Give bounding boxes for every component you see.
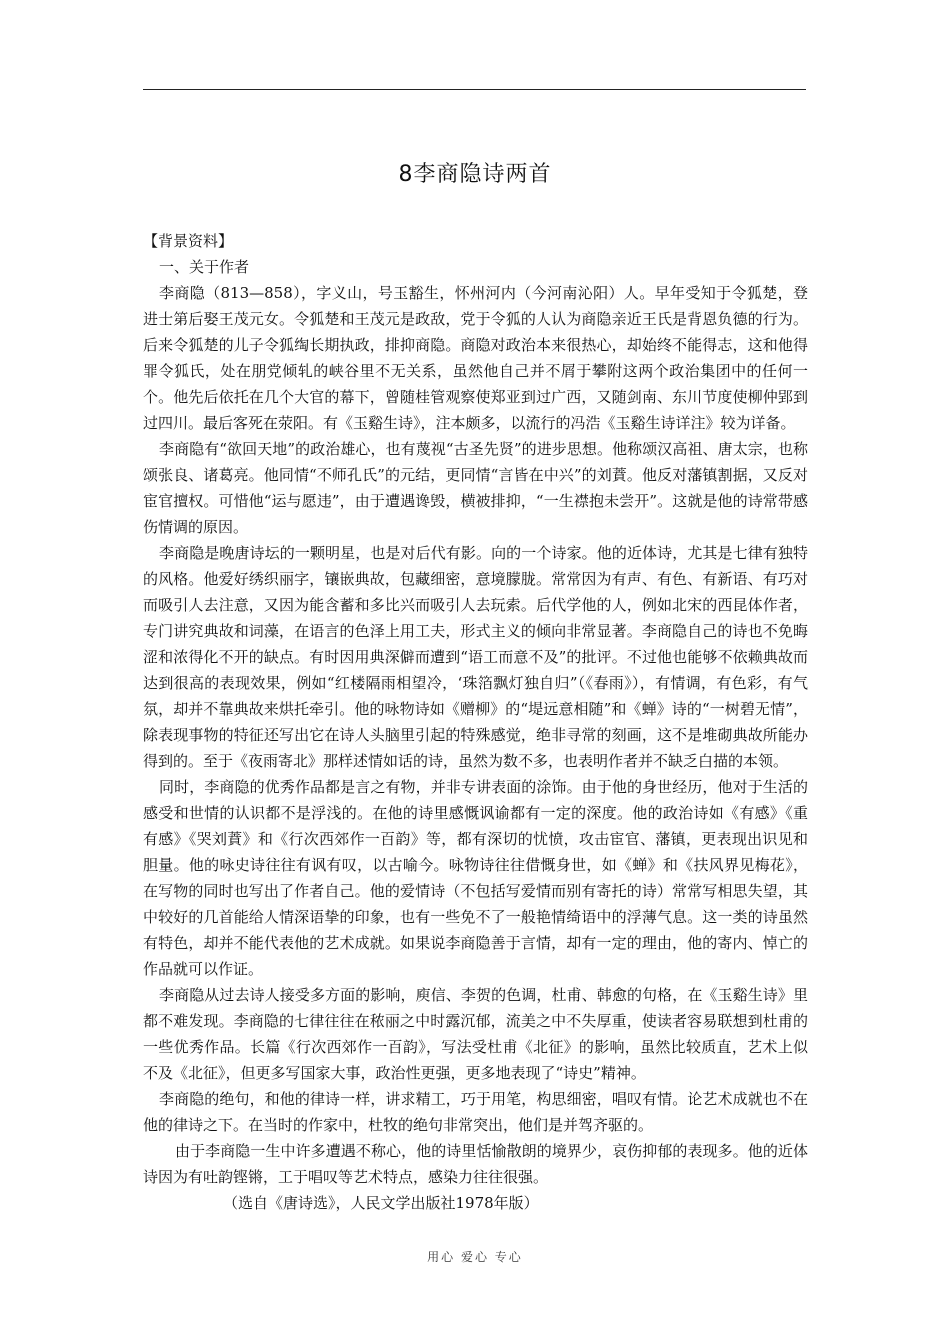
source-citation: （选自《唐诗选》，人民文学出版社1978年版）	[223, 1194, 539, 1212]
paragraph: 李商隐从过去诗人接受多方面的影响，庾信、李贺的色调，杜甫、韩愈的句格，在《玉谿生诗》里都不难发现。李商隐的七律往往在秾丽之中时露沉郁，流美之中不失厚重，使读者容易联想到杜甫的一些优秀作品。长篇《行次西郊作一百韵》，写法受杜甫《北征》的影响，虽然比较质直，艺术上似不及《北征》，但更多写国家大事，政治性更强，更多地表现了“诗史”精神。	[143, 986, 808, 1082]
paragraph: 李商隐是晚唐诗坛的一颗明星，也是对后代有影。向的一个诗家。他的近体诗，尤其是七律有独特的风格。他爱好绣织丽字，镶嵌典故，包藏细密，意境朦胧。常常因为有声、有色、有新语、有巧对而吸引人去注意，又因为能含蓄和多比兴而吸引人去玩索。后代学他的人，例如北宋的西昆体作者，专门讲究典故和词藻，在语言的色泽上用工夫，形式主义的倾向非常显著。李商隐自己的诗也不免晦涩和浓得化不开的缺点。有时因用典深僻而遭到“语工而意不及”的批评。不过他也能够不依赖典故而达到很高的表现效果，例如“红楼隔雨相望冷，‘珠箔飘灯独自归”（《春雨》），有情调，有色彩，有气氛，却并不靠典故来烘托牵引。他的咏物诗如《赠柳》的“堤远意相随”和《蝉》诗的“一树碧无情”，除表现事物的特征还写出它在诗人头脑里引起的特殊感觉，绝非寻常的刻画，这不是堆砌典故所能办得到的。至于《夜雨寄北》那样述情如话的诗，虽然为数不多，也表明作者并不缺乏白描的本领。	[143, 544, 808, 770]
paragraph: 李商隐（813—858），字义山，号玉豁生，怀州河内（今河南沁阳）人。早年受知于令狐楚，登进士第后娶王茂元女。令狐楚和王茂元是政敌，党于令狐的人认为商隐亲近王氏是背恩负德的行为。后来令狐楚的儿子令狐绹长期执政，排抑商隐。商隐对政治本来很热心，却始终不能得志，这和他得罪令狐氏，处在朋党倾轧的峡谷里不无关系，虽然他自己并不屑于攀附这两个政治集团中的任何一个。他先后依托在几个大官的幕下，曾随桂管观察使郑亚到过广西，又随剑南、东川节度使柳仲郢到过四川。最后客死在荥阳。有《玉谿生诗》，注本颇多，以流行的冯浩《玉谿生诗详注》较为详备。	[143, 284, 808, 432]
paragraph: 李商隐有“欲回天地”的政治雄心，也有蔑视“古圣先贤”的进步思想。他称颂汉高祖、唐太宗，也称颂张良、诸葛亮。他同情“不师孔氏”的元结，更同情“言皆在中兴”的刘蕡。他反对藩镇割据，又反对宦官擅权。可惜他“运与愿违”，由于遭遇谗毁，横被排抑，“一生襟抱未尝开”。这就是他的诗常带感伤情调的原因。	[143, 440, 808, 536]
header-rule	[143, 89, 806, 90]
subsection-heading: 一、关于作者	[159, 258, 250, 276]
paragraph: 同时，李商隐的优秀作品都是言之有物，并非专讲表面的涂饰。由于他的身世经历，他对于生活的感受和世情的认识都不是浮浅的。在他的诗里感慨讽谕都有一定的深度。他的政治诗如《有感》《重有感》《哭刘蕡》和《行次西郊作一百韵》等，都有深切的忧愤，攻击宦官、藩镇，更表现出识见和胆量。他的咏史诗往往有讽有叹，以古喻今。咏物诗往往借慨身世，如《蝉》和《扶风界见梅花》，在写物的同时也写出了作者自己。他的爱情诗（不包括写爱情而别有寄托的诗）常常写相思失望，其中较好的几首能给人情深语挚的印象，也有一些免不了一般艳情绮语中的浮薄气息。这一类的诗虽然有特色，却并不能代表他的艺术成就。如果说李商隐善于言情，却有一定的理由，他的寄内、悼亡的作品就可以作证。	[143, 778, 808, 978]
paragraph: 由于李商隐一生中许多遭遇不称心，他的诗里恬愉散朗的境界少，哀伤抑郁的表现多。他的近体诗因为有吐韵铿锵，工于唱叹等艺术特点，感染力往往很强。	[143, 1142, 808, 1186]
section-label: 【背景资料】	[143, 232, 234, 250]
document-body	[143, 228, 808, 1216]
paragraph: 李商隐的绝句，和他的律诗一样，讲求精工，巧于用笔，构思细密，唱叹有情。论艺术成就也不在他的律诗之下。在当时的作家中，杜牧的绝句非常突出，他们是并驾齐驱的。	[143, 1090, 808, 1134]
page-title: 8李商隐诗两首	[398, 162, 552, 187]
page-footer: 用心 爱心 专心	[427, 1250, 523, 1264]
